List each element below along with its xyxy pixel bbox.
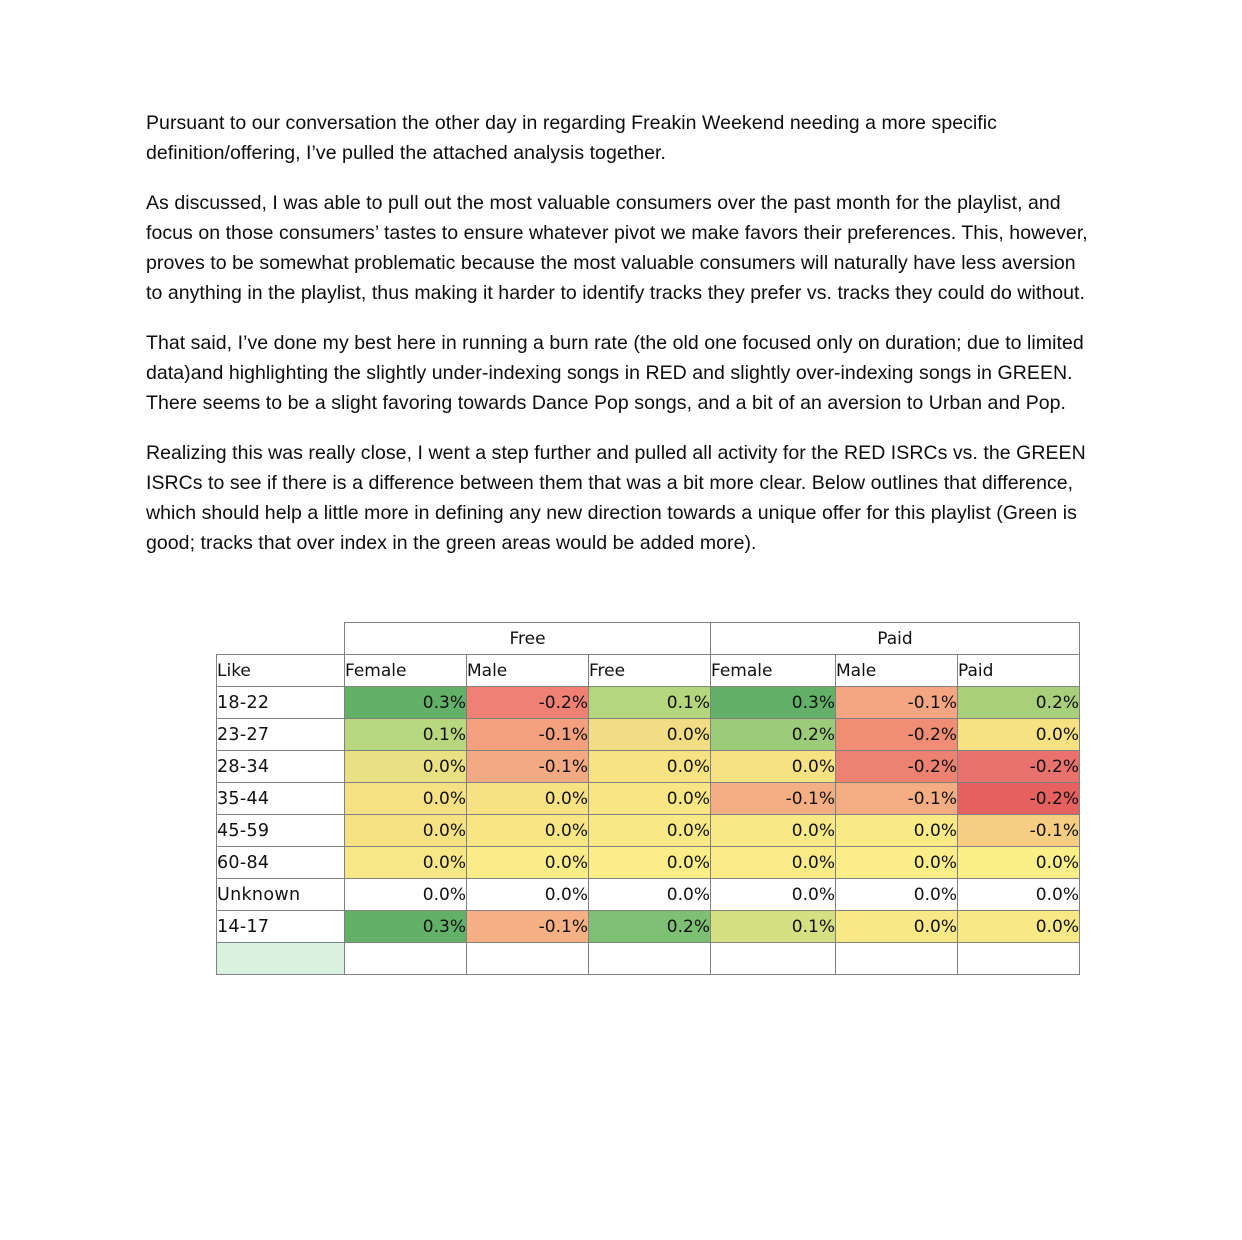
row-label: 45-59 [217,815,345,847]
cell-value: 0.0% [836,911,958,943]
cell-value: 0.2% [589,911,711,943]
footer-cell [958,943,1080,975]
cell-value: 0.0% [836,847,958,879]
cell-value: 0.2% [711,719,836,751]
cell-value: -0.1% [958,815,1080,847]
cell-value: 0.0% [836,879,958,911]
cell-value: -0.2% [958,751,1080,783]
row-label: Unknown [217,879,345,911]
column-header-free-female: Female [345,655,467,687]
cell-value: 0.1% [589,687,711,719]
cell-value: 0.0% [345,783,467,815]
cell-value: 0.0% [589,815,711,847]
table-row [217,783,1080,815]
row-label: 23-27 [217,719,345,751]
footer-cell [836,943,958,975]
column-header-paid-male: Male [836,655,958,687]
cell-value: 0.1% [711,911,836,943]
cell-value: -0.2% [958,783,1080,815]
cell-value: 0.0% [711,815,836,847]
cell-value: 0.0% [589,719,711,751]
corner-label: Like [217,655,345,687]
cell-value: -0.1% [836,687,958,719]
group-header-paid: Paid [711,623,1080,655]
cell-value: -0.1% [836,783,958,815]
cell-value: 0.0% [589,751,711,783]
table-row [217,751,1080,783]
column-header-paid-female: Female [711,655,836,687]
cell-value: -0.2% [836,719,958,751]
table-row [217,879,1080,911]
paragraph-2: As discussed, I was able to pull out the most valuable consumers over the past month for the playlist, and focus on those consumers’ tastes to ensure whatever pivot we make favors their preferences. This, however, proves to be somewhat problematic because the most valuable consumers will naturally have less aversion to anything in the playlist, thus making it harder to identify tracks they prefer vs. tracks they could do without. [146,192,1088,304]
footer-cell [345,943,467,975]
table-row [217,687,1080,719]
cell-value: 0.0% [958,879,1080,911]
table-row [217,815,1080,847]
row-label: 18-22 [217,687,345,719]
table-row [217,719,1080,751]
cell-value: -0.2% [467,687,589,719]
paragraph-3: That said, I’ve done my best here in running a burn rate (the old one focused only on duration; due to limited data)and highlighting the slightly under-indexing songs in RED and slightly over-indexing songs in GREEN. There seems to be a slight favoring towards Dance Pop songs, and a bit of an aversion to Urban and Pop. [146,332,1084,414]
cell-value: 0.0% [711,751,836,783]
cell-value: 0.0% [958,847,1080,879]
group-header-spacer [217,623,345,655]
cell-value: 0.3% [345,687,467,719]
cell-value: -0.1% [467,751,589,783]
cell-value: 0.3% [711,687,836,719]
cell-value: 0.0% [467,847,589,879]
footer-label-cell [217,943,345,975]
index-matrix-table [216,622,1080,975]
footer-cell [711,943,836,975]
cell-value: 0.0% [345,847,467,879]
cell-value: 0.2% [958,687,1080,719]
table-group-header-row [217,623,1080,655]
cell-value: 0.0% [958,719,1080,751]
cell-value: 0.3% [345,911,467,943]
footer-cell [467,943,589,975]
table-row [217,847,1080,879]
cell-value: 0.0% [345,751,467,783]
cell-value: -0.2% [836,751,958,783]
cell-value: 0.0% [345,879,467,911]
cell-value: 0.0% [711,847,836,879]
paragraph-4: Realizing this was really close, I went a step further and pulled all activity for the RED ISRCs vs. the GREEN ISRCs to see if there is a difference between them that was a bit more clear. Below outlines that difference, which should help a little more in defining any new direction towards a unique offer for this playlist (Green is good; tracks that over index in the green areas would be added more). [146,442,1086,554]
table-column-header-row [217,655,1080,687]
table-footer-row [217,943,1080,975]
column-header-free-male: Male [467,655,589,687]
cell-value: 0.0% [345,815,467,847]
column-header-free-total: Free [589,655,711,687]
cell-value: 0.0% [589,783,711,815]
row-label: 28-34 [217,751,345,783]
cell-value: 0.0% [836,815,958,847]
cell-value: 0.0% [711,879,836,911]
document-body [146,108,1096,558]
cell-value: -0.1% [711,783,836,815]
matrix-table [216,622,1080,975]
cell-value: 0.0% [467,783,589,815]
cell-value: 0.0% [958,911,1080,943]
cell-value: 0.0% [467,815,589,847]
cell-value: -0.1% [467,719,589,751]
cell-value: 0.0% [589,879,711,911]
cell-value: -0.1% [467,911,589,943]
footer-cell [589,943,711,975]
paragraph-1: Pursuant to our conversation the other day in regarding Freakin Weekend needing a more specific definition/offering, I’ve pulled the attached analysis together. [146,112,997,164]
column-header-paid-total: Paid [958,655,1080,687]
row-label: 14-17 [217,911,345,943]
group-header-free: Free [345,623,711,655]
row-label: 60-84 [217,847,345,879]
cell-value: 0.0% [589,847,711,879]
cell-value: 0.0% [467,879,589,911]
cell-value: 0.1% [345,719,467,751]
row-label: 35-44 [217,783,345,815]
table-row [217,911,1080,943]
